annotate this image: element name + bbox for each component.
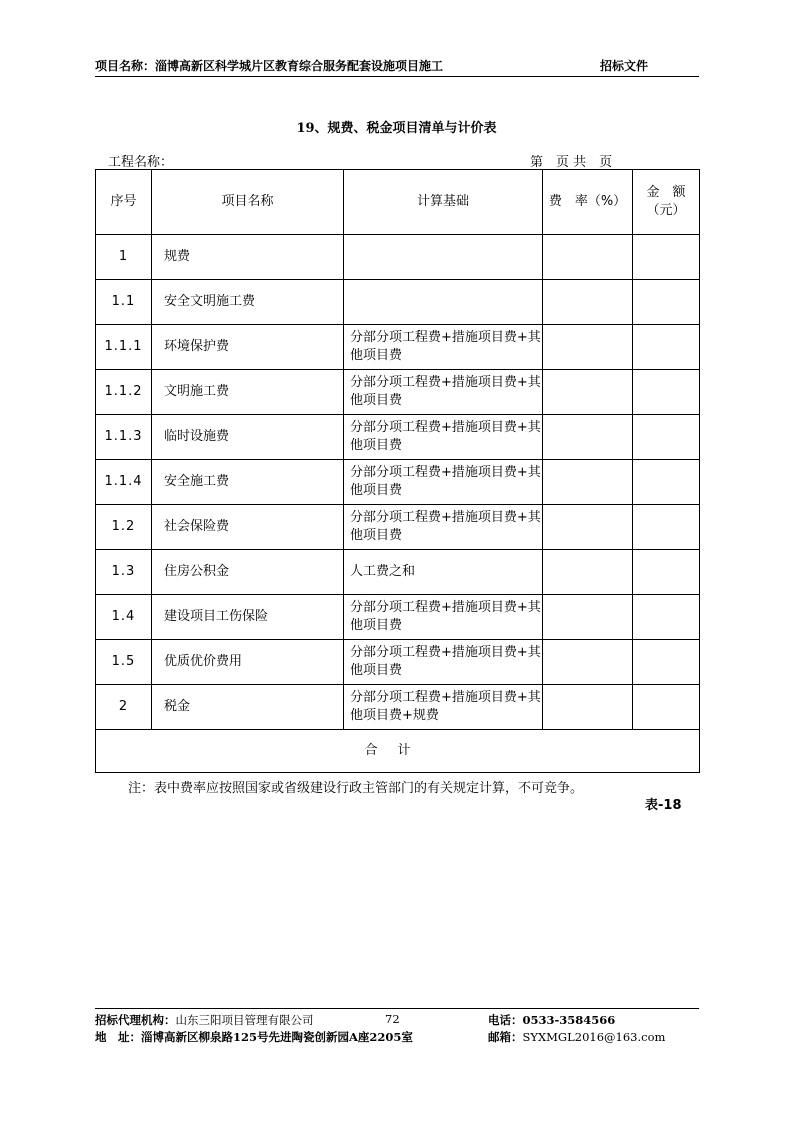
footer-agency xyxy=(95,1012,314,1028)
row-basis xyxy=(344,280,543,325)
row-basis: 人工费之和 xyxy=(344,550,543,595)
row-seq: 1.1.2 xyxy=(96,370,152,415)
footer-phone xyxy=(488,1012,615,1028)
row-amount xyxy=(633,280,700,325)
row-seq: 1.2 xyxy=(96,505,152,550)
row-item-name: 安全施工费 xyxy=(152,460,344,505)
row-basis: 分部分项工程费+措施项目费+其他项目费 xyxy=(344,370,543,415)
table-row xyxy=(96,460,700,505)
row-item-name: 环境保护费 xyxy=(152,325,344,370)
total-label: 合计 xyxy=(364,743,431,758)
table-row xyxy=(96,550,700,595)
total-cell xyxy=(96,730,700,773)
table-row xyxy=(96,235,700,280)
table-row xyxy=(96,370,700,415)
row-item-name: 税金 xyxy=(152,685,344,730)
row-rate xyxy=(543,550,633,595)
row-amount xyxy=(633,685,700,730)
footer-email xyxy=(488,1029,665,1045)
table-row xyxy=(96,415,700,460)
row-seq: 1.1.1 xyxy=(96,325,152,370)
row-rate xyxy=(543,325,633,370)
table-number: 表-18 xyxy=(645,798,682,813)
row-basis: 分部分项工程费+措施项目费+其他项目费 xyxy=(344,460,543,505)
row-amount xyxy=(633,325,700,370)
row-basis: 分部分项工程费+措施项目费+其他项目费 xyxy=(344,505,543,550)
row-seq: 2 xyxy=(96,685,152,730)
row-seq: 1.5 xyxy=(96,640,152,685)
table-row xyxy=(96,595,700,640)
row-rate xyxy=(543,685,633,730)
row-item-name: 规费 xyxy=(152,235,344,280)
page-title: 19、规费、税金项目清单与计价表 xyxy=(296,121,497,136)
row-amount xyxy=(633,460,700,505)
table-row xyxy=(96,640,700,685)
row-rate xyxy=(543,640,633,685)
row-seq: 1.4 xyxy=(96,595,152,640)
phone-label: 电话： xyxy=(488,1013,523,1027)
address-value: 淄博高新区柳泉路125号先进陶瓷创新园A座2205室 xyxy=(141,1030,413,1044)
row-seq: 1.1.4 xyxy=(96,460,152,505)
header-rate: 费 率（%） xyxy=(543,170,633,235)
row-amount xyxy=(633,415,700,460)
row-rate xyxy=(543,415,633,460)
footer-address xyxy=(95,1029,413,1045)
header-basis: 计算基础 xyxy=(344,170,543,235)
agency-label: 招标代理机构： xyxy=(95,1013,176,1027)
table-row xyxy=(96,325,700,370)
row-rate xyxy=(543,595,633,640)
row-basis: 分部分项工程费+措施项目费+其他项目费 xyxy=(344,595,543,640)
row-item-name: 建设项目工伤保险 xyxy=(152,595,344,640)
row-amount xyxy=(633,640,700,685)
row-rate xyxy=(543,235,633,280)
total-row xyxy=(96,730,700,773)
row-basis: 分部分项工程费+措施项目费+其他项目费 xyxy=(344,640,543,685)
row-amount xyxy=(633,505,700,550)
row-rate xyxy=(543,505,633,550)
fee-tax-table xyxy=(95,169,700,773)
row-item-name: 优质优价费用 xyxy=(152,640,344,685)
row-item-name: 住房公积金 xyxy=(152,550,344,595)
header-seq: 序号 xyxy=(96,170,152,235)
header-item-name: 项目名称 xyxy=(152,170,344,235)
row-basis: 分部分项工程费+措施项目费+其他项目费 xyxy=(344,415,543,460)
row-item-name: 文明施工费 xyxy=(152,370,344,415)
row-rate xyxy=(543,370,633,415)
row-amount xyxy=(633,595,700,640)
address-label: 地 址： xyxy=(95,1030,141,1044)
project-name-label: 工程名称： xyxy=(108,155,174,170)
row-seq: 1.3 xyxy=(96,550,152,595)
row-amount xyxy=(633,550,700,595)
row-amount xyxy=(633,370,700,415)
row-item-name: 社会保险费 xyxy=(152,505,344,550)
row-item-name: 临时设施费 xyxy=(152,415,344,460)
page-number: 72 xyxy=(385,1012,400,1026)
table-row xyxy=(96,280,700,325)
phone-value: 0533-3584566 xyxy=(522,1013,616,1027)
row-rate xyxy=(543,460,633,505)
table-note: 注：表中费率应按照国家或省级建设行政主管部门的有关规定计算，不可竞争。 xyxy=(128,781,584,796)
row-basis: 分部分项工程费+措施项目费+其他项目费+规费 xyxy=(344,685,543,730)
row-amount xyxy=(633,235,700,280)
row-basis: 分部分项工程费+措施项目费+其他项目费 xyxy=(344,325,543,370)
table-row xyxy=(96,685,700,730)
row-rate xyxy=(543,280,633,325)
row-seq: 1.1 xyxy=(96,280,152,325)
header-amount: 金 额（元） xyxy=(633,170,700,235)
agency-value: 山东三阳项目管理有限公司 xyxy=(175,1013,314,1027)
row-seq: 1.1.3 xyxy=(96,415,152,460)
footer-divider xyxy=(95,1008,699,1009)
row-seq: 1 xyxy=(96,235,152,280)
header-doc-type: 招标文件 xyxy=(600,59,649,73)
table-header-row xyxy=(96,170,700,235)
table-row xyxy=(96,505,700,550)
page-count-label: 第 页 共 页 xyxy=(530,155,613,170)
header-project-name: 项目名称：淄博高新区科学城片区教育综合服务配套设施项目施工 xyxy=(95,59,444,73)
row-item-name: 安全文明施工费 xyxy=(152,280,344,325)
footer-page-number xyxy=(385,1012,400,1026)
row-basis xyxy=(344,235,543,280)
email-value: SYXMGL2016@163.com xyxy=(522,1030,666,1044)
email-label: 邮箱： xyxy=(488,1030,523,1044)
header-divider xyxy=(95,76,699,77)
